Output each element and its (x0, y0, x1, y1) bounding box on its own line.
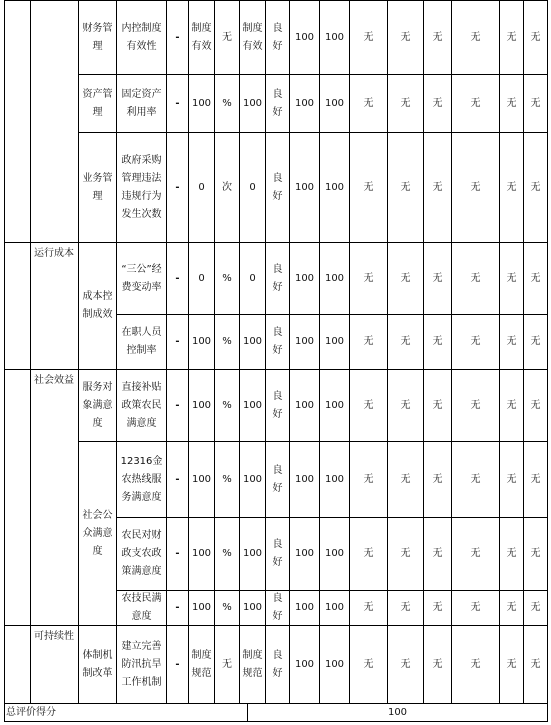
reason-cell: 无 (524, 315, 548, 370)
reason-cell: 无 (350, 370, 388, 442)
unit-cell: % (215, 442, 240, 518)
reason-cell: 无 (388, 370, 424, 442)
dash-cell: - (167, 370, 189, 442)
reason-cell: 无 (500, 370, 524, 442)
actual-cell: 0 (240, 243, 266, 315)
weight-cell: 100 (290, 626, 320, 704)
score-cell: 100 (320, 370, 350, 442)
unit-cell: 无 (215, 0, 240, 75)
dash-cell: - (167, 442, 189, 518)
actual-cell: 100 (240, 442, 266, 518)
reason-cell: 无 (350, 591, 388, 626)
level2-cell-cost-control: 成本控制成效 (79, 243, 117, 370)
score-cell: 100 (320, 133, 350, 243)
weight-cell: 100 (290, 442, 320, 518)
level1-cell-operating-cost: 运行成本 (31, 243, 79, 370)
dash-cell: - (167, 591, 189, 626)
level3-cell: 内控制度有效性 (117, 0, 167, 75)
score-cell: 100 (320, 626, 350, 704)
actual-cell: 100 (240, 518, 266, 591)
score-cell: 100 (320, 75, 350, 133)
level1-blank-cell (4, 370, 31, 626)
dash-cell: - (167, 626, 189, 704)
reason-cell: 无 (388, 591, 424, 626)
reason-cell: 无 (350, 243, 388, 315)
target-cell: 0 (189, 243, 215, 315)
reason-cell: 无 (388, 133, 424, 243)
target-cell: 100 (189, 518, 215, 591)
level1-cell-blank (31, 0, 79, 243)
level3-cell: 直接补贴政策农民满意度 (117, 370, 167, 442)
reason-cell: 无 (524, 370, 548, 442)
grade-cell: 良好 (266, 315, 290, 370)
unit-cell: % (215, 591, 240, 626)
reason-cell: 无 (350, 518, 388, 591)
target-cell: 100 (189, 75, 215, 133)
target-cell: 0 (189, 133, 215, 243)
actual-cell: 0 (240, 133, 266, 243)
grade-cell: 良好 (266, 370, 290, 442)
reason-cell: 无 (524, 626, 548, 704)
actual-cell: 100 (240, 315, 266, 370)
reason-cell: 无 (424, 75, 452, 133)
level3-cell: 政府采购管理违法违规行为发生次数 (117, 133, 167, 243)
dash-cell: - (167, 75, 189, 133)
unit-cell: 次 (215, 133, 240, 243)
reason-cell: 无 (388, 518, 424, 591)
grade-cell: 良好 (266, 75, 290, 133)
reason-cell: 无 (424, 370, 452, 442)
reason-cell: 无 (424, 0, 452, 75)
reason-cell: 无 (350, 75, 388, 133)
unit-cell: % (215, 518, 240, 591)
reason-cell: 无 (350, 442, 388, 518)
reason-cell: 无 (524, 518, 548, 591)
level3-cell: 12316金农热线服务满意度 (117, 442, 167, 518)
reason-cell: 无 (424, 315, 452, 370)
reason-cell: 无 (452, 442, 500, 518)
actual-cell: 制度规范 (240, 626, 266, 704)
level2-cell-service-satisfaction: 服务对象满意度 (79, 370, 117, 442)
score-cell: 100 (320, 315, 350, 370)
grade-cell: 良好 (266, 626, 290, 704)
weight-cell: 100 (290, 591, 320, 626)
unit-cell: % (215, 315, 240, 370)
level2-cell-public-satisfaction: 社会公众满意度 (79, 442, 117, 626)
weight-cell: 100 (290, 133, 320, 243)
score-cell: 100 (320, 243, 350, 315)
grade-cell: 良好 (266, 0, 290, 75)
level3-cell: 农技民满意度 (117, 591, 167, 626)
level1-cell-sustainability: 可持续性 (31, 626, 79, 704)
reason-cell: 无 (500, 0, 524, 75)
reason-cell: 无 (500, 626, 524, 704)
reason-cell: 无 (524, 243, 548, 315)
level2-cell-business: 业务管理 (79, 133, 117, 243)
actual-cell: 100 (240, 370, 266, 442)
unit-cell: 无 (215, 626, 240, 704)
reason-cell: 无 (500, 243, 524, 315)
reason-cell: 无 (350, 0, 388, 75)
weight-cell: 100 (290, 370, 320, 442)
level3-cell: 固定资产利用率 (117, 75, 167, 133)
reason-cell: 无 (524, 442, 548, 518)
reason-cell: 无 (452, 243, 500, 315)
reason-cell: 无 (452, 518, 500, 591)
reason-cell: 无 (388, 626, 424, 704)
target-cell: 制度有效 (189, 0, 215, 75)
unit-cell: % (215, 370, 240, 442)
unit-cell: % (215, 243, 240, 315)
reason-cell: 无 (424, 442, 452, 518)
level3-cell: 农民对财政支农政策满意度 (117, 518, 167, 591)
reason-cell: 无 (388, 75, 424, 133)
weight-cell: 100 (290, 315, 320, 370)
reason-cell: 无 (452, 133, 500, 243)
reason-cell: 无 (524, 75, 548, 133)
grade-cell: 良好 (266, 518, 290, 591)
actual-cell: 制度有效 (240, 0, 266, 75)
reason-cell: 无 (500, 591, 524, 626)
target-cell: 100 (189, 315, 215, 370)
reason-cell: 无 (500, 315, 524, 370)
grade-cell: 良好 (266, 133, 290, 243)
reason-cell: 无 (350, 626, 388, 704)
level2-cell-reform: 体制机制改革 (79, 626, 117, 704)
level2-cell-finance: 财务管理 (79, 0, 117, 75)
target-cell: 100 (189, 442, 215, 518)
reason-cell: 无 (500, 442, 524, 518)
dash-cell: - (167, 133, 189, 243)
dash-cell: - (167, 243, 189, 315)
actual-cell: 100 (240, 591, 266, 626)
dash-cell: - (167, 315, 189, 370)
dash-cell: - (167, 518, 189, 591)
level1-blank-cell (4, 243, 31, 370)
reason-cell: 无 (350, 133, 388, 243)
weight-cell: 100 (290, 75, 320, 133)
reason-cell: 无 (500, 75, 524, 133)
weight-cell: 100 (290, 0, 320, 75)
reason-cell: 无 (350, 315, 388, 370)
level1-blank-cell (4, 0, 31, 243)
weight-cell: 100 (290, 243, 320, 315)
reason-cell: 无 (452, 591, 500, 626)
level1-blank-cell (4, 626, 31, 704)
reason-cell: 无 (452, 370, 500, 442)
reason-cell: 无 (388, 0, 424, 75)
reason-cell: 无 (388, 243, 424, 315)
reason-cell: 无 (388, 442, 424, 518)
reason-cell: 无 (524, 133, 548, 243)
grade-cell: 良好 (266, 442, 290, 518)
reason-cell: 无 (424, 591, 452, 626)
reason-cell: 无 (452, 626, 500, 704)
unit-cell: % (215, 75, 240, 133)
reason-cell: 无 (500, 133, 524, 243)
reason-cell: 无 (500, 518, 524, 591)
weight-cell: 100 (290, 518, 320, 591)
reason-cell: 无 (388, 315, 424, 370)
reason-cell: 无 (424, 133, 452, 243)
level2-cell-asset: 资产管理 (79, 75, 117, 133)
target-cell: 100 (189, 591, 215, 626)
level3-cell: “三公”经费变动率 (117, 243, 167, 315)
score-cell: 100 (320, 518, 350, 591)
evaluation-table (4, 0, 548, 722)
reason-cell: 无 (424, 518, 452, 591)
level3-cell: 在职人员控制率 (117, 315, 167, 370)
reason-cell: 无 (524, 0, 548, 75)
dash-cell: - (167, 0, 189, 75)
level1-cell-social-benefit: 社会效益 (31, 370, 79, 626)
target-cell: 100 (189, 370, 215, 442)
total-score-label: 总评价得分 (4, 704, 248, 722)
reason-cell: 无 (452, 75, 500, 133)
reason-cell: 无 (424, 626, 452, 704)
score-cell: 100 (320, 442, 350, 518)
grade-cell: 良好 (266, 591, 290, 626)
total-score-value: 100 (248, 704, 548, 722)
score-cell: 100 (320, 591, 350, 626)
grade-cell: 良好 (266, 243, 290, 315)
level3-cell: 建立完善防汛抗旱工作机制 (117, 626, 167, 704)
score-cell: 100 (320, 0, 350, 75)
reason-cell: 无 (452, 0, 500, 75)
actual-cell: 100 (240, 75, 266, 133)
target-cell: 制度规范 (189, 626, 215, 704)
reason-cell: 无 (524, 591, 548, 626)
reason-cell: 无 (452, 315, 500, 370)
reason-cell: 无 (424, 243, 452, 315)
